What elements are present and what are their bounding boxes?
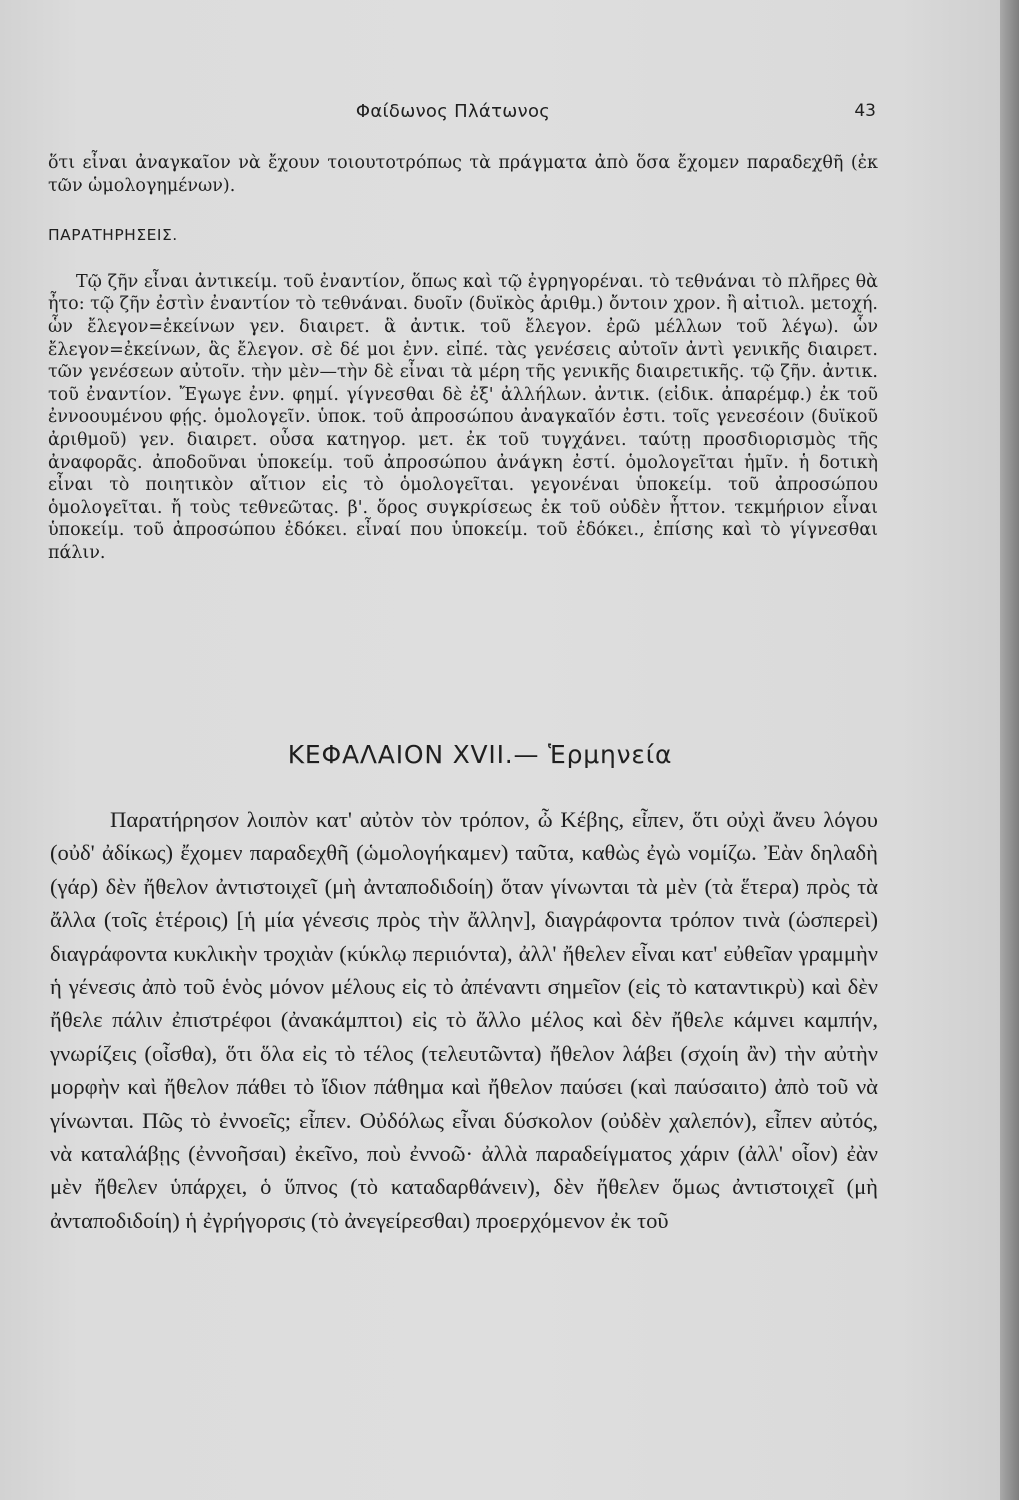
page-number: 43 xyxy=(854,101,876,121)
running-title: Φαίδωνος Πλάτωνος xyxy=(355,101,551,122)
page-edge xyxy=(1000,0,1019,1500)
chapter-heading: ΚΕΦΑΛΑΙΟΝ XVII.— Ἑρμηνεία xyxy=(287,740,673,769)
notes-section xyxy=(48,152,878,565)
notes-label: ΠΑΡΑΤΗΡΗΣΕΙΣ. xyxy=(48,226,178,245)
notes-intro: ὅτι εἶναι ἀναγκαῖον νὰ ἔχουν τοιουτοτρόπως τὰ πράγματα ἀπὸ ὅσα ἔχομεν παραδεχθῆ (ἐκ τῶν ὡμολογημένων). xyxy=(48,153,878,196)
notes-body: Τῷ ζῆν εἶναι ἀντικείμ. τοῦ ἐναντίον, ὅπως καὶ τῷ ἐγρηγορέναι. τὸ τεθνάναι τὸ πλῆρες θὰ ἦτο: τῷ ζῆν ἐστὶν ἐναντίον τὸ τεθνάναι. δυοῖν (δυϊκὸς ἀριθμ.) ὄντοιν χρον. ἢ αἰτιολ. μετοχή. ὧν ἔλεγον=ἐκείνων γεν. διαιρετ. ἃ ἀντικ. τοῦ ἔλεγον. ἐρῶ μέλλων τοῦ λέγω). ὧν ἔλεγον=ἐκείνων, ἃς ἔλεγον. σὲ δέ μοι ἐνν. εἰπέ. τὰς γενέσεις αὐτοῖν ἀντὶ γενικῆς διαιρετ. τῶν γενέσεων αὐτοῖν. τὴν μὲν—τὴν δὲ εἶναι τὰ μέρη τῆς γενικῆς διαιρετικῆς. τῷ ζῆν. ἀντικ. τοῦ ἐναντίον. Ἔγωγε ἐνν. φημί. γίγνεσθαι δὲ ἐξ' ἀλλήλων. ἀντικ. (εἰδικ. ἀπαρέμφ.) ἐκ τοῦ ἐννοουμένου φῄς. ὁμολογεῖν. ὑποκ. τοῦ ἀπροσώπου ἀναγκαῖόν ἐστι. τοῖς γενεσέοιν (δυϊκοῦ ἀριθμοῦ) γεν. διαιρετ. οὖσα κατηγορ. μετ. ἐκ τοῦ τυγχάνει. ταύτῃ προσδιορισμὸς τῆς ἀναφορᾶς. ἀποδοῦναι ὑποκείμ. τοῦ ἀπροσώπου ἀνάγκη ἐστί. ὁμολογεῖται ἡμῖν. ἡ δοτικὴ εἶναι τὸ ποιητικὸν αἴτιον εἰς τὸ ὁμολογεῖται. γεγονέναι ὑποκείμ. τοῦ ἀπροσώπου ὁμολογεῖται. ἤ τοὺς τεθνεῶτας. β'. ὅρος συγκρίσεως ἐκ τοῦ οὐδὲν ἧττον. τεκμήριον εἶναι ὑποκείμ. τοῦ ἀπροσώπου ἐδόκει. εἶναί που ὑποκείμ. τοῦ ἐδόκει., ἐπίσης καὶ τὸ γίγνεσθαι πάλιν. xyxy=(48,271,878,563)
page-header xyxy=(0,101,1000,131)
chapter-body: Παρατήρησον λοιπὸν κατ' αὐτὸν τὸν τρόπον, ὦ Κέβης, εἶπεν, ὅτι οὐχὶ ἄνευ λόγου (οὐδ' ἀδίκως) ἔχομεν παραδεχθῆ (ὡμολογήκαμεν) ταῦτα, καθὼς ἐγὼ νομίζω. Ἐὰν δηλαδὴ (γάρ) δὲν ἤθελον ἀντιστοιχεῖ (μὴ ἀνταποδιδοίη) ὅταν γίνωνται τὰ μὲν (τὰ ἕτερα) πρὸς τὰ ἄλλα (τοῖς ἑτέροις) [ἡ μία γένεσις πρὸς τὴν ἄλλην], διαγράφοντα τρόπον τινὰ (ὡσπερεὶ) διαγράφοντα κυκλικὴν τροχιὰν (κύκλῳ περιιόντα), ἀλλ' ἤθελεν εἶναι κατ' εὐθεῖαν γραμμὴν ἡ γένεσις ἀπὸ τοῦ ἑνὸς μόνον μέλους εἰς τὸ ἀπέναντι σημεῖον (εἰς τὸ καταντικρὺ) καὶ δὲν ἤθελε πάλιν ἐπιστρέφοι (ἀνακάμπτοι) εἰς τὸ ἄλλο μέλος καὶ δὲν ἤθελε κάμνει καμπήν, γνωρίζεις (οἶσθα), ὅτι ὅλα εἰς τὸ τέλος (τελευτῶντα) ἤθελον λάβει (σχοίη ἂν) τὴν αὐτὴν μορφὴν καὶ ἤθελον πάθει τὸ ἴδιον πάθημα καὶ ἤθελον παύσει (καὶ παύσαιτο) ἀπὸ τοῦ νὰ γίνωνται. Πῶς τὸ ἐννοεῖς; εἶπεν. Οὐδόλως εἶναι δύσκολον (οὐδὲν χαλεπόν), εἶπεν αὐτός, νὰ καταλάβῃς (ἐννοῆσαι) ἐκεῖνο, ποὺ ἐννοῶ· ἀλλὰ παραδείγματος χάριν (ἀλλ' οἷον) ἐὰν μὲν ἤθελεν ὑπάρχει, ὁ ὕπνος (τὸ καταδαρθάνειν), δὲν ἤθελεν ὅμως ἀντιστοιχεῖ (μὴ ἀνταποδιδοίη) ἡ ἐγρήγορσις (τὸ ἀνεγείρεσθαι) προερχόμενον ἐκ τοῦ xyxy=(50,807,878,1233)
